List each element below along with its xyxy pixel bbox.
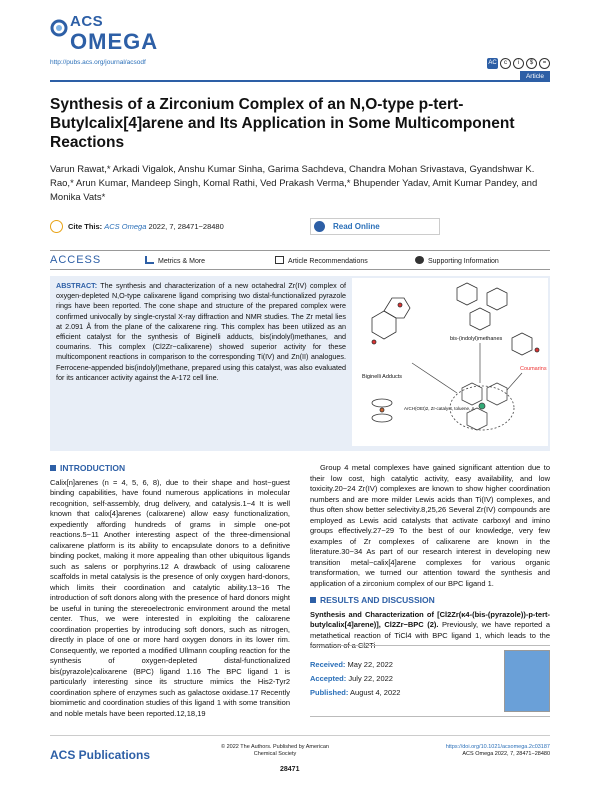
by-icon[interactable]: i	[513, 58, 524, 69]
results-body: Previously, we have reported a metathetical reaction of TiCl4 with BPC ligand 1, which leads to the formation of a Cl2Ti−	[310, 620, 550, 650]
biginelli-structure	[372, 298, 410, 344]
metrics-label: Metrics & More	[158, 258, 206, 265]
arrow-biginelli	[412, 363, 457, 393]
nd-icon[interactable]: =	[539, 58, 550, 69]
bis-indolyl-structure	[457, 283, 507, 330]
ac-badge[interactable]: AC	[487, 58, 498, 69]
journal-cover-thumbnail[interactable]	[504, 650, 550, 712]
accepted-date: July 22, 2022	[348, 674, 393, 683]
copyright-notice: © 2022 The Authors. Published by American Chemical Society	[221, 744, 329, 757]
reaction-conditions: ArCH(OEt)2, Zr-catalyst, toluene, Δ	[404, 406, 475, 411]
abstract-box	[50, 276, 550, 451]
dates-box	[310, 645, 550, 717]
cite-row	[50, 218, 550, 238]
recommendations-link[interactable]	[275, 256, 368, 265]
bar-chart-icon	[145, 256, 154, 264]
right-column	[310, 463, 550, 652]
omega-logo-icon	[50, 16, 68, 50]
acs-omega-logo[interactable]	[50, 14, 170, 58]
cite-icon[interactable]	[50, 220, 63, 233]
metrics-link[interactable]	[145, 256, 205, 265]
toc-graphic-svg	[352, 278, 548, 446]
received-line	[310, 660, 393, 669]
supporting-info-icon	[415, 256, 424, 264]
supporting-info-link[interactable]	[415, 256, 499, 265]
cite-label: Cite This:	[68, 222, 103, 231]
abstract-body: The synthesis and characterization of a new octahedral Zr(IV) complex of oxygen-depleted N,O-type calixarene ligand comprising two distal-functionalized pyrazole rings have been reported. The cone shape and structure of the prepared complex were confirmed univocally by single-crystal X-ray diffraction and NMR studies. The Zr metal lies at 2.091 Å from the plane of the calixarene ring. This complex has been utilized as an efficient catalyst for the synthesis of Biginelli adducts, bis(indolyl)methanes, and coumarins. This complex (Cl2Zr−calixarene) showed superior activity for these multicomponent reactions in comparison to the corresponding Ti(IV) and Zn(II) analogues. Ferrocene-appended bis(indolyl)methane, prepared using this catalyst, was also evaluated for its anticancer activity against the A-172 cell line.	[56, 281, 346, 382]
ferrocene-structure	[372, 399, 392, 422]
intro-paragraph: Calix[n]arenes (n = 4, 5, 6, 8), due to their shape and host−guest binding capabilities, have found numerous applications in molecular recognition, self-assembly, drug delivery, and catalysis.1−4 It is well known that calix[4]arenes (calixarene) allow easy functionalization, expediently affording hundreds of grams in simple one-pot reactions.5−11 Another interesting aspect of the three-dimensional calixarene platform is its ability to encapsulate donors to a definitive binding pocket, making it more appealing than other ubiquitous ligands such as salens or porphyrins.12 A drawback of using calixarene scaffolds in metal catalysis is the presence of only oxygen hard-donors, which limits their coordination and catalytic ability.13−16 The introduction of soft donors along with the presence of hard donors might be useful in tuning the stereoelectronic environment around the metal center. Thus, we were interested in exploiting the calixarene coordination properties by introducing soft donors, such as nitrogen, directly in place of one or more hard oxygen donors in its lower rim. Consequently, we reported a modified Ullmann coupling reaction for the synthesis of oxygen-depleted distal-functionalized bis(pyrazole)calixarene (BPC) ligand 1.16 The BPC ligand 1 is particularly interesting since its structure mimics the His2-Tyr2 coordination sphere of enzymes such as galactose oxidase.17 Recently biomimetic and coordination studies of this ligand 1 with some transition and noble metals have been reported.12,18,19	[50, 477, 290, 718]
published-date: August 4, 2022	[350, 688, 401, 697]
access-bar	[50, 250, 550, 270]
bis-indolyl-label: bis-(indolyl)methanes	[450, 336, 503, 342]
results-heading-text: RESULTS AND DISCUSSION	[320, 595, 435, 605]
intro-heading-text: INTRODUCTION	[60, 463, 126, 473]
url-row	[50, 58, 550, 72]
document-icon	[275, 256, 284, 264]
logo-acs: ACS	[70, 13, 104, 30]
abstract-text	[56, 281, 346, 383]
cite-ref: 2022, 7, 28471−28480	[148, 222, 224, 231]
heading-square-icon	[310, 597, 316, 603]
published-line	[310, 688, 400, 697]
read-online-label: Read Online	[333, 222, 380, 231]
author-list: Varun Rawat,* Arkadi Vigalok, Anshu Kumar Sinha, Garima Sachdeva, Chandra Mohan Srivastava, Gyandshwar K. Rao,* Arun Kumar, Mandeep Singh, Komal Rathi, Ved Prakash Verma,* Bhupender Yadav, Amit Kumar Pandey, and Monika Vats*	[50, 164, 538, 203]
supporting-label: Supporting Information	[428, 258, 499, 265]
cite-text	[68, 222, 224, 231]
footer-citation: ACS Omega 2022, 7, 28471−28480	[462, 751, 550, 757]
doi-block	[446, 744, 550, 758]
biginelli-label: Biginelli Adducts	[362, 374, 403, 380]
abstract-graphic	[352, 278, 548, 446]
cc-icon[interactable]: c	[500, 58, 511, 69]
logo-omega: OMEGA	[70, 29, 159, 54]
heading-square-icon	[50, 465, 56, 471]
article-title: Synthesis of a Zirconium Complex of an N,O-type p-tert-Butylcalix[4]arene and Its Application in Some Multicomponent Reactions	[50, 96, 515, 151]
results-subhead: Synthesis and Characterization of [Cl2Zr(κ4-(bis-(pyrazole))-p-tert-butylcalix[4]arene)], Cl2Zr−BPC (2).	[310, 609, 550, 629]
coumarins-label: Coumarins	[520, 366, 547, 372]
read-online-icon	[314, 221, 325, 232]
nc-icon[interactable]: $	[526, 58, 537, 69]
cite-journal[interactable]: ACS Omega	[104, 222, 147, 231]
journal-header	[50, 10, 550, 58]
results-heading	[310, 595, 550, 606]
article-type-tag: Article	[520, 71, 550, 82]
published-label: Published:	[310, 688, 349, 697]
group4-paragraph: Group 4 metal complexes have gained significant attention due to their low cost, high catalytic activity, easy availability, and low toxicity.20−24 Zr(IV) complexes are known to show higher coordination numbers and are more milder Lewis acids than Ti(IV) complexes, and thus often show better selectivity.8,25,26 Several Zr(IV) compounds are employed as Lewis acid catalysts that activate carboxyl and imino groups effectively.27−29 To the best of our knowledge, very few examples of Zr complexes of calixarene are known in the literature.30−34 As part of our research interest in developing new transition metal−calix[4]arene complexes for various organic transformation, we turned our attention toward the synthesis and application of a zirconium complex of our BPC ligand 1.	[310, 463, 550, 588]
journal-url[interactable]: http://pubs.acs.org/journal/acsodf	[50, 59, 146, 66]
coumarin-structure	[512, 333, 539, 355]
doi-link[interactable]: https://doi.org/10.1021/acsomega.2c03187	[445, 744, 550, 750]
license-badges	[487, 58, 550, 69]
page-footer	[50, 735, 550, 775]
intro-heading	[50, 463, 290, 474]
accepted-label: Accepted:	[310, 674, 347, 683]
recommendations-label: Article Recommendations	[288, 258, 368, 265]
access-label: ACCESS	[50, 254, 102, 266]
abstract-label: ABSTRACT:	[56, 281, 98, 290]
read-online-button[interactable]	[310, 218, 440, 235]
acs-publications-logo[interactable]: ACS Publications	[50, 748, 151, 762]
left-column	[50, 463, 290, 719]
received-label: Received:	[310, 660, 346, 669]
arrow-coumarin	[507, 373, 522, 390]
header-rule	[50, 80, 550, 82]
accepted-line	[310, 674, 393, 683]
received-date: May 22, 2022	[347, 660, 393, 669]
page-number: 28471	[280, 766, 300, 773]
